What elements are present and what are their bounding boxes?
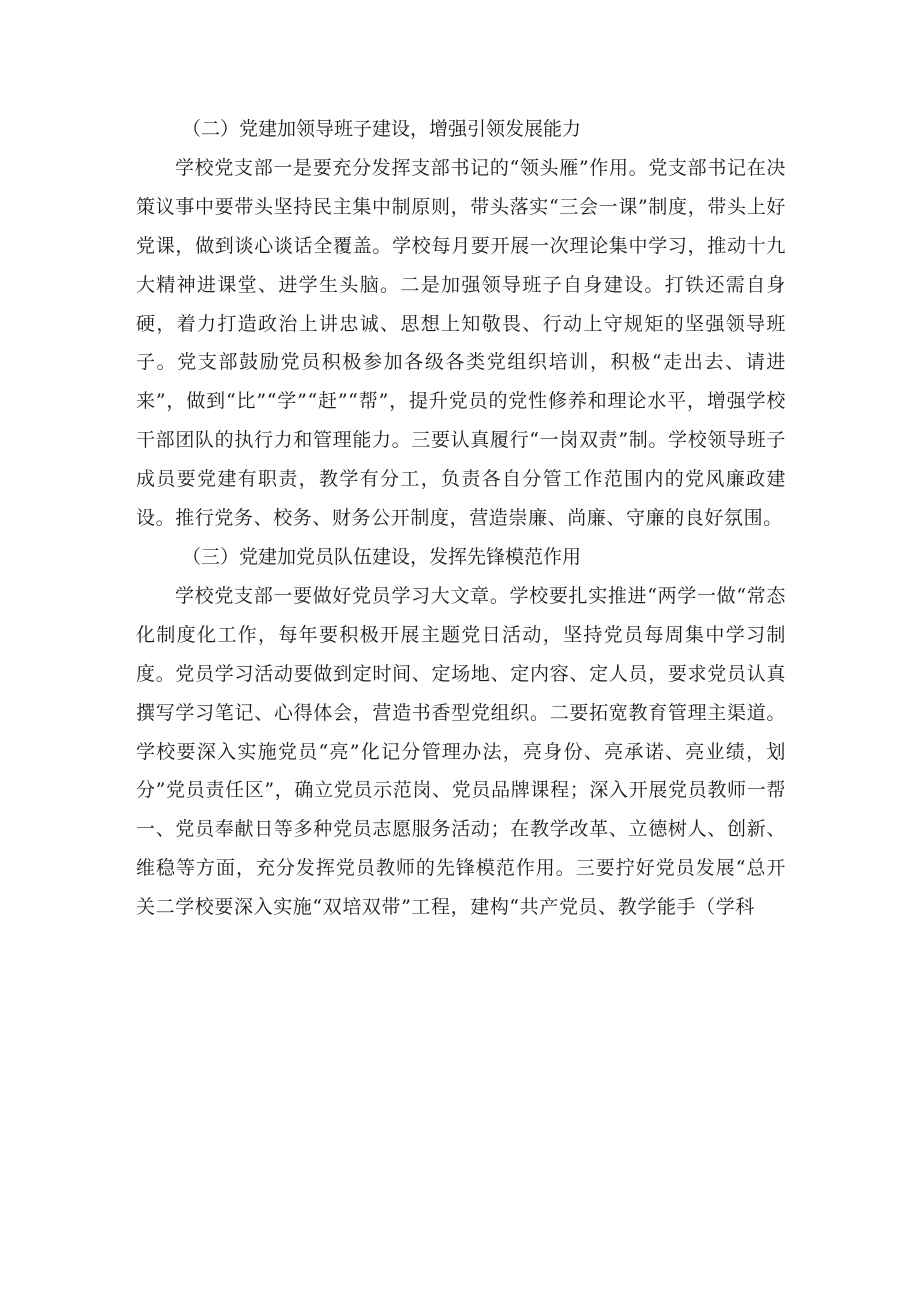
section-paragraph-3: 学校党支部一要做好党员学习大文章。学校要扎实推进“两学一做“常态化制度化工作，每年要积极开展主题党日活动，坚持党员每周集中学习制度。党员学习活动要做到定时间、定场地、定内容、定人员，要求党员认真撰写学习笔记、心得体会，营造书香型党组织。二要拓宽教育管理主渠道。学校要深入实施党员“亮”化记分管理办法，亮身份、亮承诺、亮业绩，划分”党员责任区”，确立党员示范岗、党员品牌课程；深入开展党员教师一帮一、党员奉献日等多种党员志愿服务活动；在教学改革、立德树人、创新、维稳等方面，充分发挥党员教师的先锋模范作用。三要拧好党员发展“总开关二学校要深入实施“双培双带”工程，建构“共产党员、教学能手（学科 <box>136 584 786 919</box>
section-paragraph-2: 学校党支部一是要充分发挥支部书记的“领头雁”作用。党支部书记在决策议事中要带头坚持民主集中制原则，带头落实“三会一课”制度，带头上好党课，做到谈心谈话全覆盖。学校每月要开展一次理论集中学习，推动十九大精神进课堂、进学生头脑。二是加强领导班子自身建设。打铁还需自身硬，着力打造政治上讲忠诚、思想上知敬畏、行动上守规矩的坚强领导班子。党支部鼓励党员积极参加各级各类党组织培训，积极“走出去、请进来”，做到“比”“学”“赶”“帮”，提升党员的党性修养和理论水平，增强学校干部团队的执行力和管理能力。三要认真履行“一岗双责”制。学校领导班子成员要党建有职责，教学有分工，负责各自分管工作范围内的党风廉政建设。推行党务、校务、财务公开制度，营造崇廉、尚廉、守廉的良好氛围。 <box>136 156 786 530</box>
document-body <box>136 110 786 927</box>
section-heading-2: （二）党建加领导班子建设，增强引领发展能力 <box>182 118 582 140</box>
section-heading-3: （三）党建加党员队伍建设，发挥先锋模范作用 <box>182 545 582 568</box>
